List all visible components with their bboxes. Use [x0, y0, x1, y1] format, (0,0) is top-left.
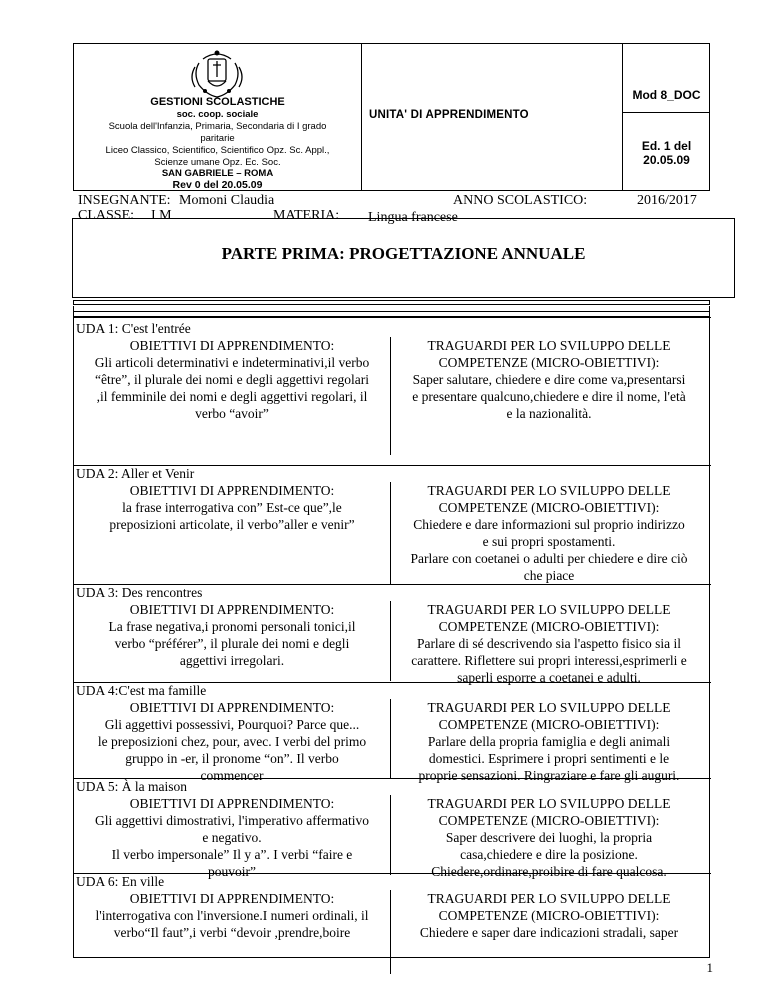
text-line: gruppo in -er, il pronome “on”. Il verbo [125, 751, 339, 766]
text-line: aggettivi irregolari. [179, 653, 285, 668]
classe-label: CLASSE: [78, 208, 135, 223]
anno-label: ANNO SCOLASTICO: [453, 193, 588, 208]
document-title: UNITA' DI APPRENDIMENTO [369, 109, 529, 121]
uda-table [73, 306, 710, 958]
school-name: GESTIONI SCOLASTICHE [150, 96, 285, 108]
text-line: TRAGUARDI PER LO SVILUPPO DELLE [427, 700, 671, 715]
text-line: COMPETENZE (MICRO-OBIETTIVI): [438, 717, 660, 732]
text-line: Chiedere e saper dare indicazioni stradali, saper [419, 925, 679, 940]
competence-goals [390, 699, 708, 784]
school-line: Liceo Classico, Scientifico, Scientifico Opz. Sc. Appl., [105, 145, 330, 156]
uda-title: UDA 1: C'est l'entrée [76, 321, 191, 336]
text-line: “être”, il plurale dei nomi e degli aggettivi regolari [94, 372, 369, 387]
uda-title: UDA 5: À la maison [76, 779, 187, 794]
learning-objectives [74, 337, 390, 422]
uda-title: UDA 4:C'est ma famille [76, 683, 207, 698]
module-code: Mod 8_DOC [632, 88, 701, 102]
text-line: TRAGUARDI PER LO SVILUPPO DELLE [427, 891, 671, 906]
school-place: SAN GABRIELE – ROMA [161, 168, 274, 179]
learning-objectives [74, 482, 390, 533]
text-line: COMPETENZE (MICRO-OBIETTIVI): [438, 908, 660, 923]
text-line: COMPETENZE (MICRO-OBIETTIVI): [438, 500, 660, 515]
table-top-bar [73, 300, 710, 305]
text-line: ,il femminile dei nomi e degli aggettivi regolari, il [96, 389, 368, 404]
text-line: e negativo. [202, 830, 262, 845]
competence-goals [390, 601, 708, 686]
school-line: Scuola dell'Infanzia, Primaria, Secondaria di I grado [108, 121, 327, 132]
text-line: COMPETENZE (MICRO-OBIETTIVI): [438, 355, 660, 370]
learning-objectives [74, 699, 390, 784]
school-line: paritarie [200, 133, 235, 144]
text-line: Parlare della propria famiglia e degli animali [427, 734, 671, 749]
text-line: Il verbo impersonale” Il y a”. I verbi “faire e [111, 847, 353, 862]
text-line: Gli aggettivi possessivi, Pourquoi? Parce que... [104, 717, 360, 732]
text-line: Parlare di sé descrivendo sia l'aspetto fisico sia il [416, 636, 682, 651]
school-crest-logo [185, 47, 249, 99]
text-line: domestici. Esprimere i propri sentimenti e le [428, 751, 670, 766]
competence-goals [390, 482, 708, 584]
insegnante-value: Momoni Claudia [179, 193, 275, 208]
text-line: TRAGUARDI PER LO SVILUPPO DELLE [427, 602, 671, 617]
uda-title: UDA 3: Des rencontres [76, 585, 203, 600]
text-line: la frase interrogativa con” Est-ce que”,le [122, 500, 342, 515]
text-line: Parlare con coetanei o adulti per chiedere e dire ciò [410, 551, 688, 566]
learning-objectives [74, 601, 390, 669]
revision-label: Rev 0 del 20.05.09 [172, 179, 263, 191]
text-line: COMPETENZE (MICRO-OBIETTIVI): [438, 813, 660, 828]
text-line: OBIETTIVI DI APPRENDIMENTO: [129, 338, 335, 353]
learning-objectives [74, 890, 390, 941]
text-line: Chiedere e dare informazioni sul proprio indirizzo [413, 517, 685, 532]
text-line: TRAGUARDI PER LO SVILUPPO DELLE [427, 796, 671, 811]
text-line: che piace [523, 568, 575, 583]
text-line: proprie sensazioni. Ringraziare e fare gli auguri. [418, 768, 680, 783]
document-header [73, 43, 710, 191]
section-title: PARTE PRIMA: PROGETTAZIONE ANNUALE [221, 244, 586, 263]
edition-label: Ed. 1 del 20.05.09 [641, 139, 692, 167]
text-line: TRAGUARDI PER LO SVILUPPO DELLE [427, 338, 671, 353]
materia-value: Lingua francese [368, 210, 458, 225]
competence-goals [390, 337, 708, 422]
text-line: le preposizioni chez, pour, avec. I verbi del primo [97, 734, 367, 749]
text-line: casa,chiedere e dire la posizione. [460, 847, 638, 862]
text-line: OBIETTIVI DI APPRENDIMENTO: [129, 602, 335, 617]
classe-value: I M [151, 208, 172, 223]
uda-title: UDA 2: Aller et Venir [76, 466, 195, 481]
text-line: pouvoir” [208, 864, 256, 879]
text-line: commencer [200, 768, 264, 783]
anno-value: 2016/2017 [637, 193, 697, 208]
materia-label: MATERIA: [273, 208, 340, 223]
text-line: Saper descrivere dei luoghi, la propria [445, 830, 653, 845]
text-line: preposizioni articolate, il verbo”aller e venir” [109, 517, 355, 532]
learning-objectives [74, 795, 390, 880]
text-line: OBIETTIVI DI APPRENDIMENTO: [129, 891, 335, 906]
competence-goals [390, 795, 708, 880]
uda-title: UDA 6: En ville [76, 874, 165, 889]
text-line: OBIETTIVI DI APPRENDIMENTO: [129, 483, 335, 498]
text-line: verbo “préférer”, il plurale dei nomi e degli [114, 636, 350, 651]
school-type: soc. coop. sociale [176, 109, 259, 120]
text-line: e presentare qualcuno,chiedere e dire il nome, l'età [412, 389, 686, 404]
section-box [72, 218, 735, 298]
text-line: l'interrogativa con l'inversione.I numeri ordinali, il [95, 908, 369, 923]
text-line: Saper salutare, chiedere e dire come va,presentarsi [412, 372, 686, 387]
text-line: verbo “avoir” [195, 406, 269, 421]
insegnante-label: INSEGNANTE: [78, 193, 171, 208]
text-line: verbo“Il faut”,i verbi “devoir ,prendre,boire [113, 925, 351, 940]
text-line: COMPETENZE (MICRO-OBIETTIVI): [438, 619, 660, 634]
text-line: OBIETTIVI DI APPRENDIMENTO: [129, 700, 335, 715]
text-line: La frase negativa,i pronomi personali tonici,il [108, 619, 356, 634]
school-line: Scienze umane Opz. Ec. Soc. [154, 157, 281, 168]
text-line: e sui propri spostamenti. [482, 534, 616, 549]
page-number: 1 [706, 960, 713, 975]
text-line: OBIETTIVI DI APPRENDIMENTO: [129, 796, 335, 811]
row-divider [74, 873, 711, 874]
text-line: Chiedere,ordinare,proibire di fare qualcosa. [431, 864, 667, 879]
text-line: saperli esporre a coetanei e adulti. [457, 670, 641, 685]
text-line: carattere. Riflettere sui propri interessi,esprimerli e [411, 653, 687, 668]
text-line: TRAGUARDI PER LO SVILUPPO DELLE [427, 483, 671, 498]
text-line: Gli aggettivi dimostrativi, l'imperativo affermativo [95, 813, 369, 828]
competence-goals [390, 890, 708, 941]
text-line: e la nazionalità. [506, 406, 592, 421]
text-line: Gli articoli determinativi e indeterminativi,il verbo [94, 355, 370, 370]
